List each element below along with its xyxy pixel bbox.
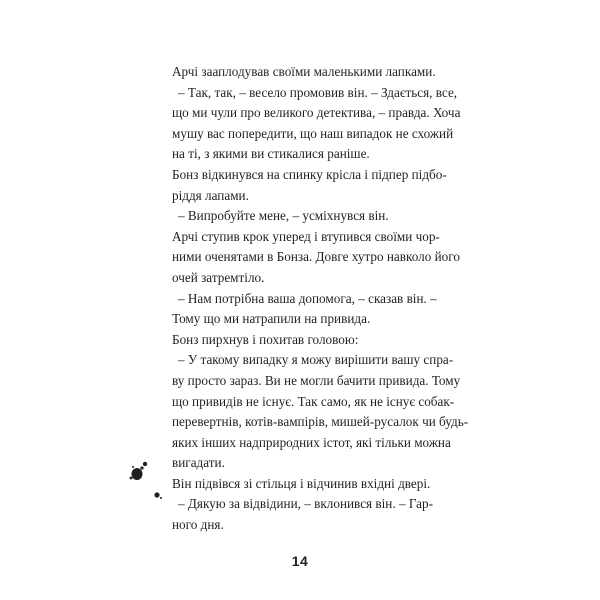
ink-blot-decoration [120,452,180,512]
text-line: перевертнів, котів-вампірів, мишей-русалок чи будь- [172,414,469,430]
text-line: Бонз відкинувся на спинку крісла і підпер підбо- [172,166,447,182]
text-line: Арчі ступив крок уперед і втупився своїми чор- [172,228,440,244]
paragraph-9 [172,474,456,495]
text-line: – Нам потрібна ваша допомога, – сказав він. – [178,290,437,306]
text-line: що привидів не існує. Так само, як не існує собак- [172,393,455,409]
text-line: яких інших надприродних істот, які тільки можна [172,434,451,450]
text-line: Тому що ми натрапили на привида. [172,311,371,327]
text-line: ву просто зараз. Ви не могли бачити привида. Тому [172,372,461,388]
text-line: Арчі зааплодував своїми маленькими лапками. [172,64,436,79]
paragraph-3 [172,165,456,206]
paragraph-4 [172,206,456,227]
paragraph-10 [172,494,456,535]
paragraph-7 [172,330,456,351]
page-number: 14 [291,553,309,569]
text-line: мушу вас попередити, що наш випадок не схожий [172,125,454,141]
ink-speck [143,462,147,466]
ink-blot-large [132,468,143,480]
text-line: – Так, так, – весело промовив він. – Здається, все, [178,84,458,100]
paragraph-5 [172,227,460,289]
body-text [172,62,469,536]
text-line: що ми чули про великого детектива, – правда. Хоча [172,105,461,121]
ink-speck [140,466,143,469]
text-line: – У такому випадку я можу вирішити вашу спра- [178,352,454,368]
text-line: ріддя лапами. [172,187,249,203]
text-line: ними оченятами в Бонза. Довге хутро навколо його [172,249,460,265]
text-line: – Випробуйте мене, – усміхнувся він. [178,208,389,224]
paragraph-6 [172,289,456,330]
paragraph-8 [172,350,469,474]
paragraph-2 [172,83,461,165]
paragraph-1 [172,62,456,83]
text-line: ного дня. [172,517,224,533]
ink-blot-small [154,492,159,497]
text-line: Бонз пирхнув і похитав головою: [172,331,359,347]
ink-speck [132,466,134,468]
text-line: вигадати. [172,455,225,471]
ink-speck [130,477,133,480]
text-line: очей затремтіло. [172,269,265,285]
ink-speck [160,497,162,499]
text-line: – Дякую за відвідини, – вклонився він. – Гар- [178,496,433,512]
text-line: Він підвівся зі стільця і відчинив вхідні двері. [172,475,431,491]
text-line: на ті, з якими ви стикалися раніше. [172,146,370,162]
